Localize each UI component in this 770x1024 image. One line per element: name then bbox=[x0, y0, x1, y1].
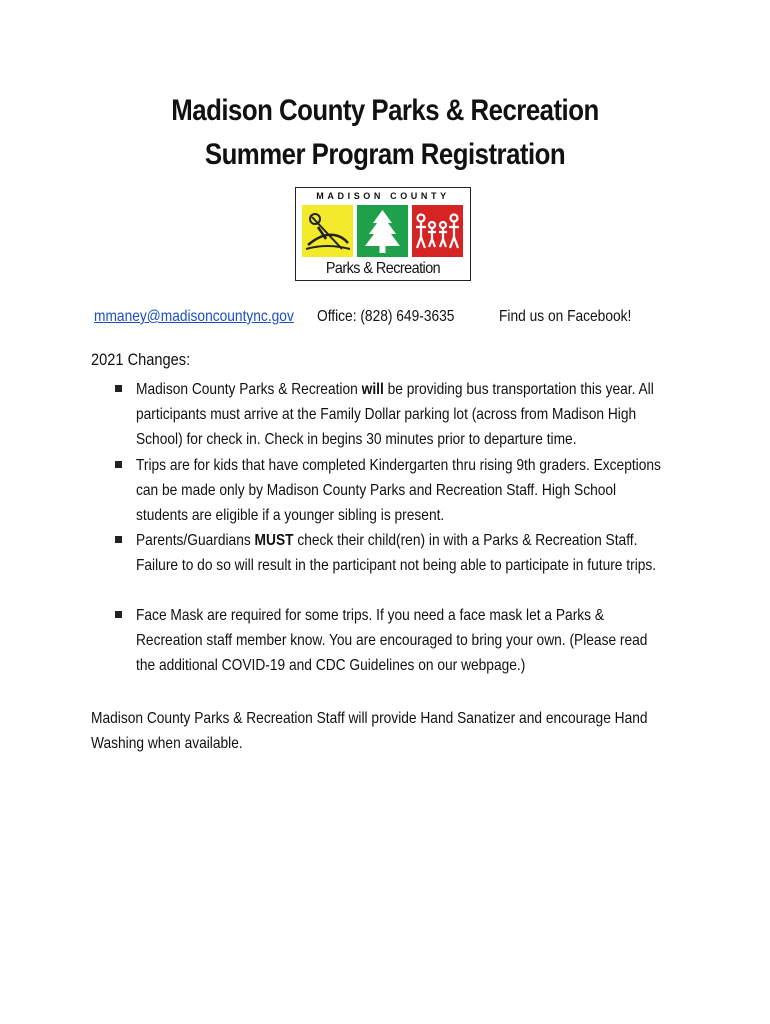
changes-heading: 2021 Changes: bbox=[91, 350, 191, 369]
item-text: check their child(ren) in with a Parks & Recreation Staff. Failure to do so will result in the participant not being able to participate in future trips. bbox=[136, 532, 657, 574]
item-text: Face Mask are required for some trips. If you need a face mask let a Parks & Recreation staff member know. You are encouraged to bring your own. (Please read the additional COVID-19 and CDC Guidelines on our webpage.) bbox=[136, 607, 648, 674]
item-emphasis: MUST bbox=[254, 532, 294, 549]
list-item bbox=[110, 528, 710, 603]
bullet-square-icon bbox=[115, 461, 122, 468]
logo-county-text: MADISON COUNTY bbox=[316, 191, 450, 201]
item-text: Trips are for kids that have completed Kindergarten thru rising 9th graders. Exceptions can be made only by Madison County Parks and Recreation Staff. High School students are eligible if a younger sibling is present. bbox=[136, 457, 661, 524]
changes-list bbox=[110, 377, 710, 679]
family-icon bbox=[412, 205, 463, 257]
page-title: Madison County Parks & Recreation bbox=[171, 94, 599, 127]
list-item bbox=[110, 453, 710, 528]
item-text: Parents/Guardians bbox=[136, 532, 255, 549]
item-text: be providing bus transportation this year. All participants must arrive at the Family Dollar parking lot (across from Madison High School) for check in. Check in begins 30 minutes prior to departure time. bbox=[136, 381, 654, 448]
list-item bbox=[110, 603, 710, 679]
bullet-square-icon bbox=[115, 385, 122, 392]
facebook-text: Find us on Facebook! bbox=[499, 308, 632, 325]
item-emphasis: will bbox=[361, 381, 384, 398]
logo-panels bbox=[302, 205, 464, 257]
parks-recreation-logo bbox=[295, 187, 471, 281]
list-item bbox=[110, 377, 710, 453]
office-phone: Office: (828) 649-3635 bbox=[317, 308, 455, 325]
item-text: Madison County Parks & Recreation bbox=[136, 381, 362, 398]
bullet-square-icon bbox=[115, 611, 122, 618]
email-link[interactable]: mmaney@madisoncountync.gov bbox=[94, 308, 294, 325]
hand-sanitizer-note: Madison County Parks & Recreation Staff will provide Hand Sanatizer and encourage Hand Washing when available. bbox=[91, 710, 648, 752]
pine-tree-icon bbox=[357, 205, 408, 257]
page-subtitle: Summer Program Registration bbox=[204, 138, 566, 171]
bullet-square-icon bbox=[115, 536, 122, 543]
kayaker-icon bbox=[302, 205, 353, 257]
logo-parks-text: Parks & Recreation bbox=[325, 260, 441, 277]
